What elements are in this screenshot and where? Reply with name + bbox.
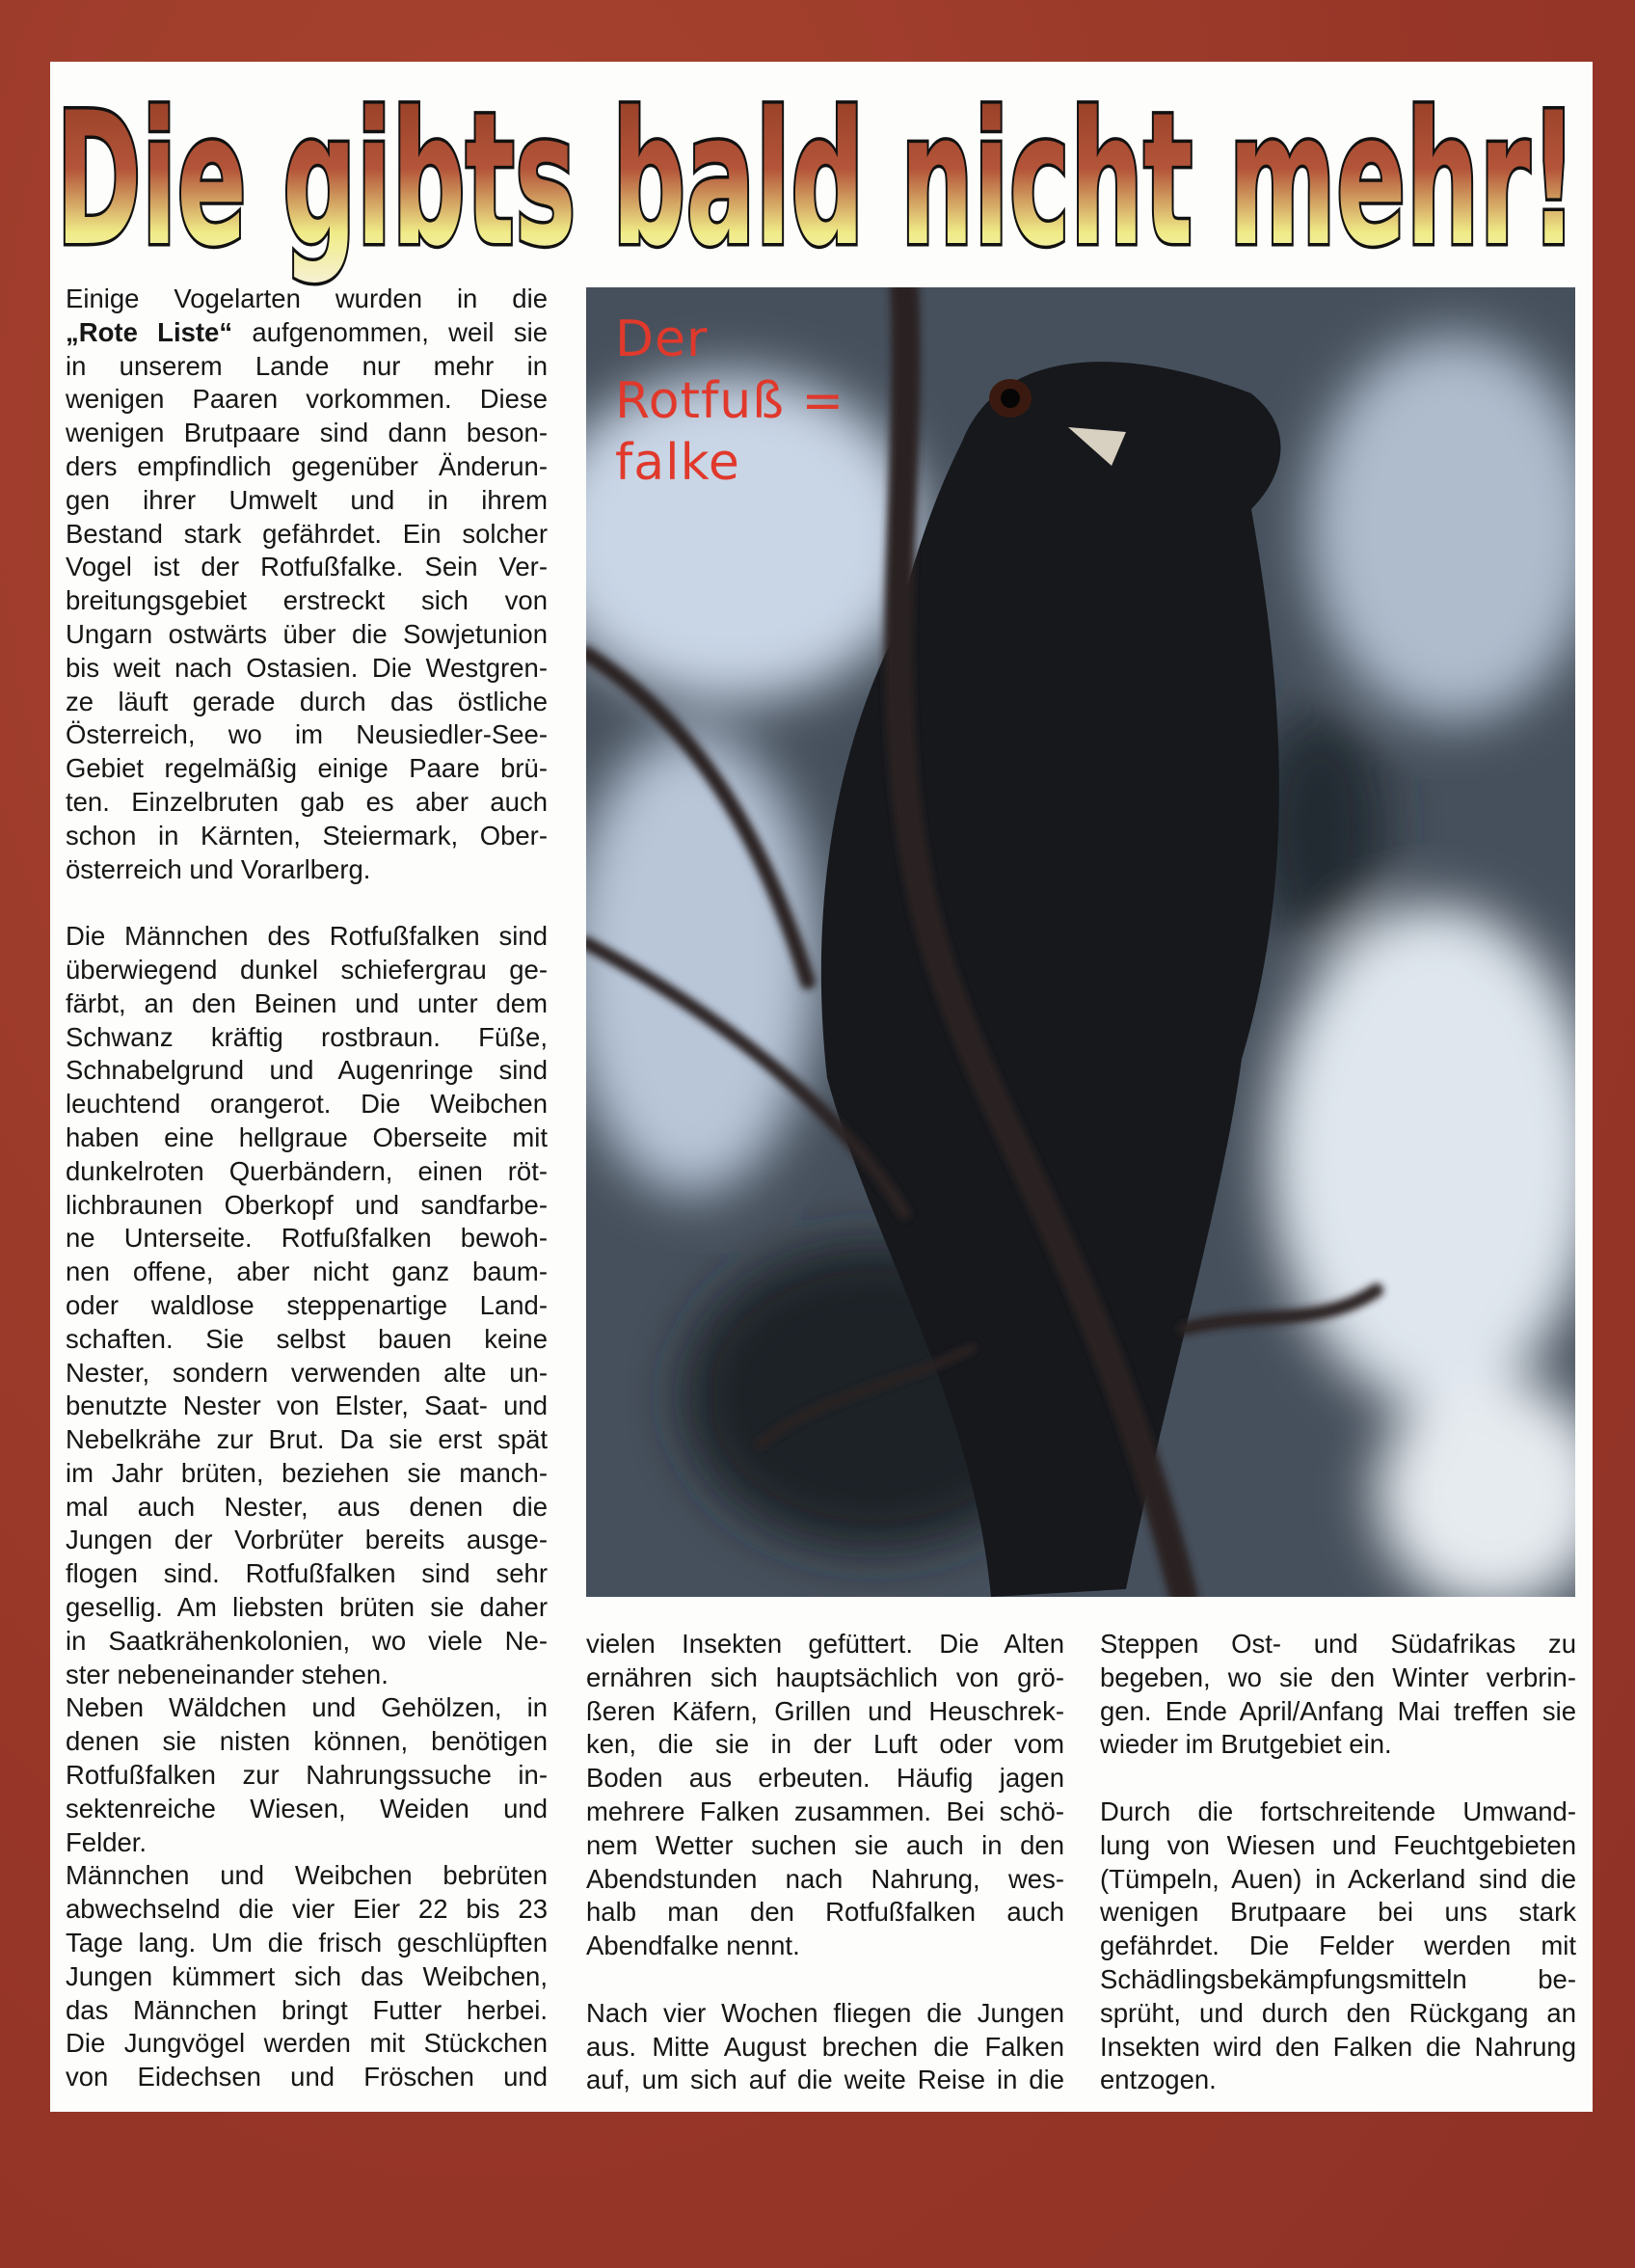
- text-line: ßeren Käfern, Grillen und Heuschrek-: [586, 1695, 1064, 1726]
- text-line: lung von Wiesen und Feuchtgebieten: [1100, 1829, 1576, 1860]
- text-line: Abendfalke nennt.: [586, 1930, 800, 1961]
- text-line: Schädlingsbekämpfungsmitteln be-: [1100, 1963, 1576, 1994]
- text-line: schon in Kärnten, Steiermark, Ober-: [66, 820, 548, 850]
- text-line: Die Männchen des Rotfußfalken sind: [66, 921, 548, 952]
- text-line: mal auch Nester, aus denen die: [66, 1491, 548, 1522]
- column-left: [66, 283, 548, 2094]
- text-line: Jungen kümmert sich das Weibchen,: [66, 1960, 548, 1991]
- text-line: Steppen Ost- und Südafrikas zu: [1100, 1629, 1576, 1659]
- column-right: [1100, 1628, 1576, 2097]
- text-line: vielen Insekten gefüttert. Die Alten: [586, 1629, 1064, 1659]
- rote-liste-term: „Rote Liste“: [66, 316, 233, 347]
- text-line: flogen sind. Rotfußfalken sind sehr: [66, 1558, 548, 1589]
- text-line: wenigen Brutpaare bei uns stark: [1100, 1897, 1576, 1928]
- text-line: Vogel ist der Rotfußfalke. Sein Ver-: [66, 552, 548, 582]
- text-line: ernähren sich hauptsächlich von grö-: [586, 1661, 1064, 1692]
- text-line: (Tümpeln, Auen) in Ackerland sind die: [1100, 1863, 1576, 1894]
- text-line: im Jahr brüten, beziehen sie manch-: [66, 1457, 548, 1488]
- text-line: nem Wetter suchen sie auch in den: [586, 1829, 1064, 1860]
- text-line: Jungen der Vorbrüter bereits ausge-: [66, 1525, 548, 1555]
- text-line: sprüht, und durch den Rückgang an: [1100, 1997, 1576, 2028]
- text-line: überwiegend dunkel schiefergrau ge-: [66, 954, 548, 985]
- text-line: wenigen Brutpaare sind dann beson-: [66, 418, 548, 448]
- text-line: auf, um sich auf die weite Reise in die: [586, 2065, 1064, 2095]
- text-line: das Männchen bringt Futter herbei.: [66, 1994, 548, 2025]
- text-line: Nach vier Wochen fliegen die Jungen: [586, 1997, 1064, 2028]
- text-line: lichbraunen Oberkopf und sandfarbe-: [66, 1189, 548, 1220]
- text-line: Tage lang. Um die frisch geschlüpften: [66, 1928, 548, 1958]
- text-line: Einige Vogelarten wurden in die: [66, 284, 548, 313]
- text-line: Nebelkrähe zur Brut. Da sie erst spät: [66, 1424, 548, 1455]
- text-line: sektenreiche Wiesen, Weiden und: [66, 1793, 548, 1823]
- text-line: mehrere Falken zusammen. Bei schö-: [586, 1796, 1064, 1826]
- text-line: Ungarn ostwärts über die Sowjetunion: [66, 618, 548, 649]
- text-line: Insekten wird den Falken die Nahrung: [1100, 2031, 1576, 2062]
- text-line: Durch die fortschreitende Umwand-: [1100, 1796, 1576, 1826]
- text-line: gen. Ende April/Anfang Mai treffen sie: [1100, 1695, 1576, 1726]
- text-line: aus. Mitte August brechen die Falken: [586, 2031, 1064, 2062]
- text-line: Felder.: [66, 1826, 147, 1857]
- text-line: gesellig. Am liebsten brüten sie daher: [66, 1592, 548, 1623]
- text-line: Abendstunden nach Nahrung, wes-: [586, 1863, 1064, 1894]
- text-line: nen offene, aber nicht ganz baum-: [66, 1256, 548, 1287]
- text-line: wenigen Paaren vorkommen. Diese: [66, 384, 548, 415]
- text-line: gen ihrer Umwelt und in ihrem: [66, 484, 548, 515]
- text-line: bis weit nach Ostasien. Die Westgren-: [66, 652, 548, 683]
- text-line: Schnabelgrund und Augenringe sind: [66, 1055, 548, 1086]
- text-line: Die Jungvögel werden mit Stückchen: [66, 2028, 548, 2059]
- text-line: ster nebeneinander stehen.: [66, 1659, 389, 1689]
- text-line: Österreich, wo im Neusiedler-See-: [66, 719, 548, 750]
- headline: [56, 68, 1589, 289]
- text-line: färbt, an den Beinen und unter dem: [66, 987, 548, 1018]
- paragraph-gap: [66, 886, 548, 920]
- text-line: wieder im Brutgebiet ein.: [1100, 1729, 1392, 1760]
- caption-line: falke: [615, 434, 740, 492]
- text-line: Gebiet regelmäßig einige Paare brü-: [66, 753, 548, 784]
- caption-line: Der: [615, 310, 709, 368]
- text-line: breitungsgebiet erstreckt sich von: [66, 585, 548, 616]
- text-line: in Saatkrähenkolonien, wo viele Ne-: [66, 1625, 548, 1656]
- text-line: Schwanz kräftig rostbraun. Füße,: [66, 1021, 548, 1052]
- text-line: Rotfußfalken zur Nahrungssuche in-: [66, 1760, 548, 1791]
- caption-line: Rotfuß =: [615, 372, 845, 430]
- text-line: ken, die sie in der Luft oder vom: [586, 1729, 1064, 1760]
- headline-text: Die gibts bald nicht mehr!: [56, 73, 1577, 286]
- paragraph-gap: [1100, 1762, 1576, 1796]
- text-line: entzogen.: [1100, 2065, 1217, 2095]
- text-line: begeben, wo sie den Winter verbrin-: [1100, 1661, 1576, 1692]
- text-line: ze läuft gerade durch das östliche: [66, 686, 548, 716]
- text-line: „Rote Liste“ aufgenommen, weil sie: [66, 316, 548, 347]
- text-line: oder waldlose steppenartige Land-: [66, 1289, 548, 1320]
- column-middle: [586, 1628, 1064, 2097]
- text-line: dunkelroten Querbändern, einen röt-: [66, 1155, 548, 1186]
- text-line: Männchen und Weibchen bebrüten: [66, 1860, 548, 1891]
- text-line: abwechselnd die vier Eier 22 bis 23: [66, 1894, 548, 1925]
- text-line: in unserem Lande nur mehr in: [66, 350, 548, 381]
- text-line: ne Unterseite. Rotfußfalken bewoh-: [66, 1223, 548, 1254]
- falcon-photo: [586, 287, 1575, 1597]
- text-line: ten. Einzelbruten gab es aber auch: [66, 786, 548, 817]
- text-line: ders empfindlich gegenüber Änderun-: [66, 450, 548, 481]
- text-line: haben eine hellgraue Oberseite mit: [66, 1121, 548, 1152]
- text-line: Bestand stark gefährdet. Ein solcher: [66, 518, 548, 549]
- photo-caption: [615, 309, 844, 494]
- text-line: Nester, sondern verwenden alte un-: [66, 1357, 548, 1388]
- text-line: Neben Wäldchen und Gehölzen, in: [66, 1692, 548, 1723]
- text-line: gefährdet. Die Felder werden mit: [1100, 1930, 1576, 1961]
- text-line: Boden aus erbeuten. Häufig jagen: [586, 1763, 1064, 1794]
- paragraph-gap: [586, 1963, 1064, 1997]
- text-line: benutzte Nester von Elster, Saat- und: [66, 1390, 548, 1421]
- text-line: leuchtend orangerot. Die Weibchen: [66, 1089, 548, 1120]
- text-line: schaften. Sie selbst bauen keine: [66, 1323, 548, 1354]
- text-line: denen sie nisten können, benötigen: [66, 1726, 548, 1757]
- text-line: halb man den Rotfußfalken auch: [586, 1897, 1064, 1928]
- text-line: österreich und Vorarlberg.: [66, 853, 371, 884]
- text-line: von Eidechsen und Fröschen und: [66, 2062, 548, 2092]
